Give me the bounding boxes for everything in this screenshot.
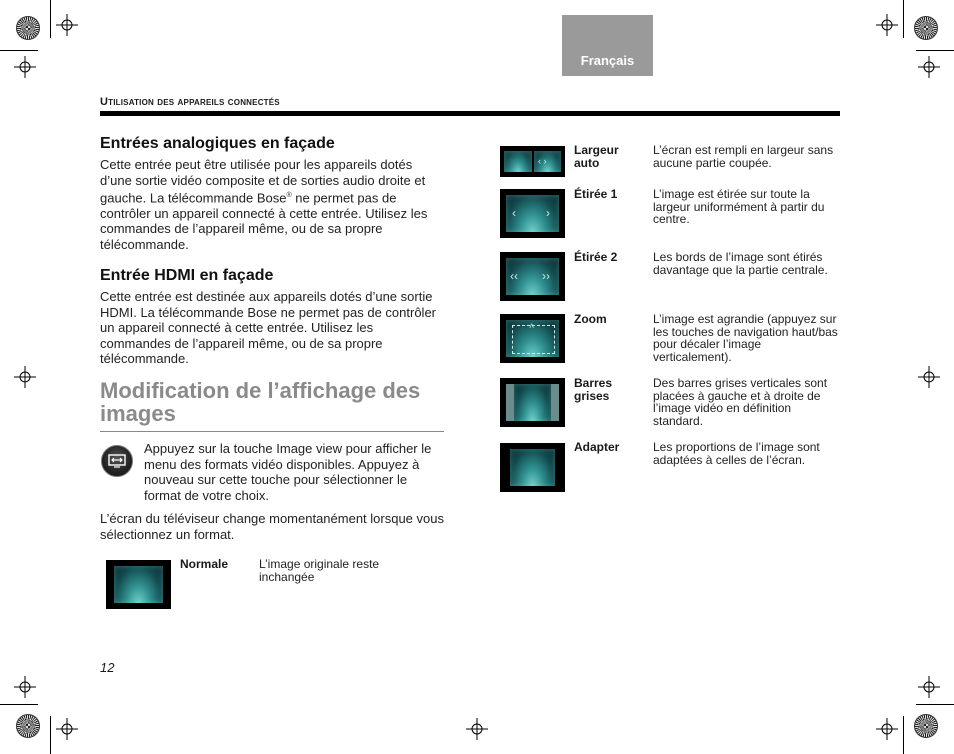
format-desc: Des barres grises verticales sont placées à gauche et à droite de l’image vidéo en définition standard. <box>653 376 828 428</box>
page-number: 12 <box>100 660 115 675</box>
instruction-text: Appuyez sur la touche Image view pour afficher le menu des formats vidéo disponibles. Appuyez à nouveau sur cette touche pour sélectionner le format de votre choix. <box>144 441 432 503</box>
format-desc: L’image est agrandie (appuyez sur les touches de navigation haut/bas pour décaler l’image verticalement). <box>653 312 838 364</box>
registration-rosette <box>914 714 938 738</box>
format-thumb-zoom: ˄ <box>500 314 565 363</box>
format-thumb-largeur-auto: ‹ › <box>500 146 565 177</box>
crop-line <box>0 50 38 51</box>
crosshair-mark <box>56 14 78 36</box>
crosshair-mark <box>876 14 898 36</box>
crosshair-mark <box>56 718 78 740</box>
crosshair-mark <box>918 676 940 698</box>
hdmi-section <box>100 267 445 367</box>
format-desc: Les bords de l’image sont étirés davantage que la partie centrale. <box>653 250 828 277</box>
format-desc: L’image originale reste inchangée <box>259 557 380 584</box>
image-view-glyph-icon <box>108 454 126 468</box>
format-thumb-normale <box>106 560 171 609</box>
title-rule <box>100 431 444 432</box>
format-thumb-barres-grises <box>500 378 565 427</box>
format-desc: L’écran est rempli en largeur sans aucune partie coupée. <box>653 143 834 170</box>
crosshair-mark <box>918 56 940 78</box>
analog-text: Cette entrée peut être utilisée pour les appareils dotés d’une sortie vidéo composite et de sorties audio droite et gauche. La télécommande Bose® ne permet pas de contrôler un appareil connecté à cette entrée. Utilisez les commandes de l’appareil même, ou de sa propre télécommande. <box>100 157 428 252</box>
language-tab[interactable]: Français <box>562 15 653 76</box>
hdmi-text: Cette entrée est destinée aux appareils dotés d’une sortie HDMI. La télécommande Bose ne permet pas de contrôler un appareil connecté à cette entrée. Utilisez les commandes de l’appareil même, ou de sa propre télécommande. <box>100 289 437 366</box>
image-view-button-icon <box>101 445 133 477</box>
crop-line <box>916 704 954 705</box>
section-header: Utilisation des appareils connectés <box>100 96 280 108</box>
format-label: Normale <box>180 557 229 571</box>
crop-line <box>916 50 954 51</box>
format-label: Largeur auto <box>574 143 619 170</box>
note-text: L’écran du téléviseur change momentanément lorsque vous sélectionnez un format. <box>100 511 444 542</box>
format-desc: L’image est étirée sur toute la largeur uniformément à partir du centre. <box>653 187 825 226</box>
registration-rosette <box>16 16 40 40</box>
crosshair-mark <box>918 366 940 388</box>
crop-line <box>0 704 38 705</box>
format-desc: Les proportions de l’image sont adaptées à celles de l’écran. <box>653 440 820 467</box>
crop-line <box>50 0 51 38</box>
format-label: Zoom <box>574 312 607 326</box>
crosshair-mark <box>14 366 36 388</box>
hdmi-title: Entrée HDMI en façade <box>100 267 274 284</box>
format-label: Étirée 1 <box>574 187 618 201</box>
crop-line <box>903 0 904 38</box>
analog-section <box>100 135 445 252</box>
format-thumb-adapter <box>500 443 565 492</box>
registration-rosette <box>914 16 938 40</box>
crop-line <box>903 716 904 754</box>
format-thumb-etiree-1: ‹ › <box>500 189 565 238</box>
crosshair-mark <box>466 718 488 740</box>
format-label: Adapter <box>574 440 620 454</box>
crosshair-mark <box>14 56 36 78</box>
registration-rosette <box>16 714 40 738</box>
crop-line <box>50 716 51 754</box>
format-label: Barres grises <box>574 376 613 403</box>
crosshair-mark <box>876 718 898 740</box>
main-title: Modification de l’affichage des images <box>100 378 421 426</box>
analog-title: Entrées analogiques en façade <box>100 135 335 152</box>
format-thumb-etiree-2: ‹‹ ›› <box>500 252 565 301</box>
crosshair-mark <box>14 676 36 698</box>
header-rule <box>100 111 840 116</box>
format-label: Étirée 2 <box>574 250 618 264</box>
